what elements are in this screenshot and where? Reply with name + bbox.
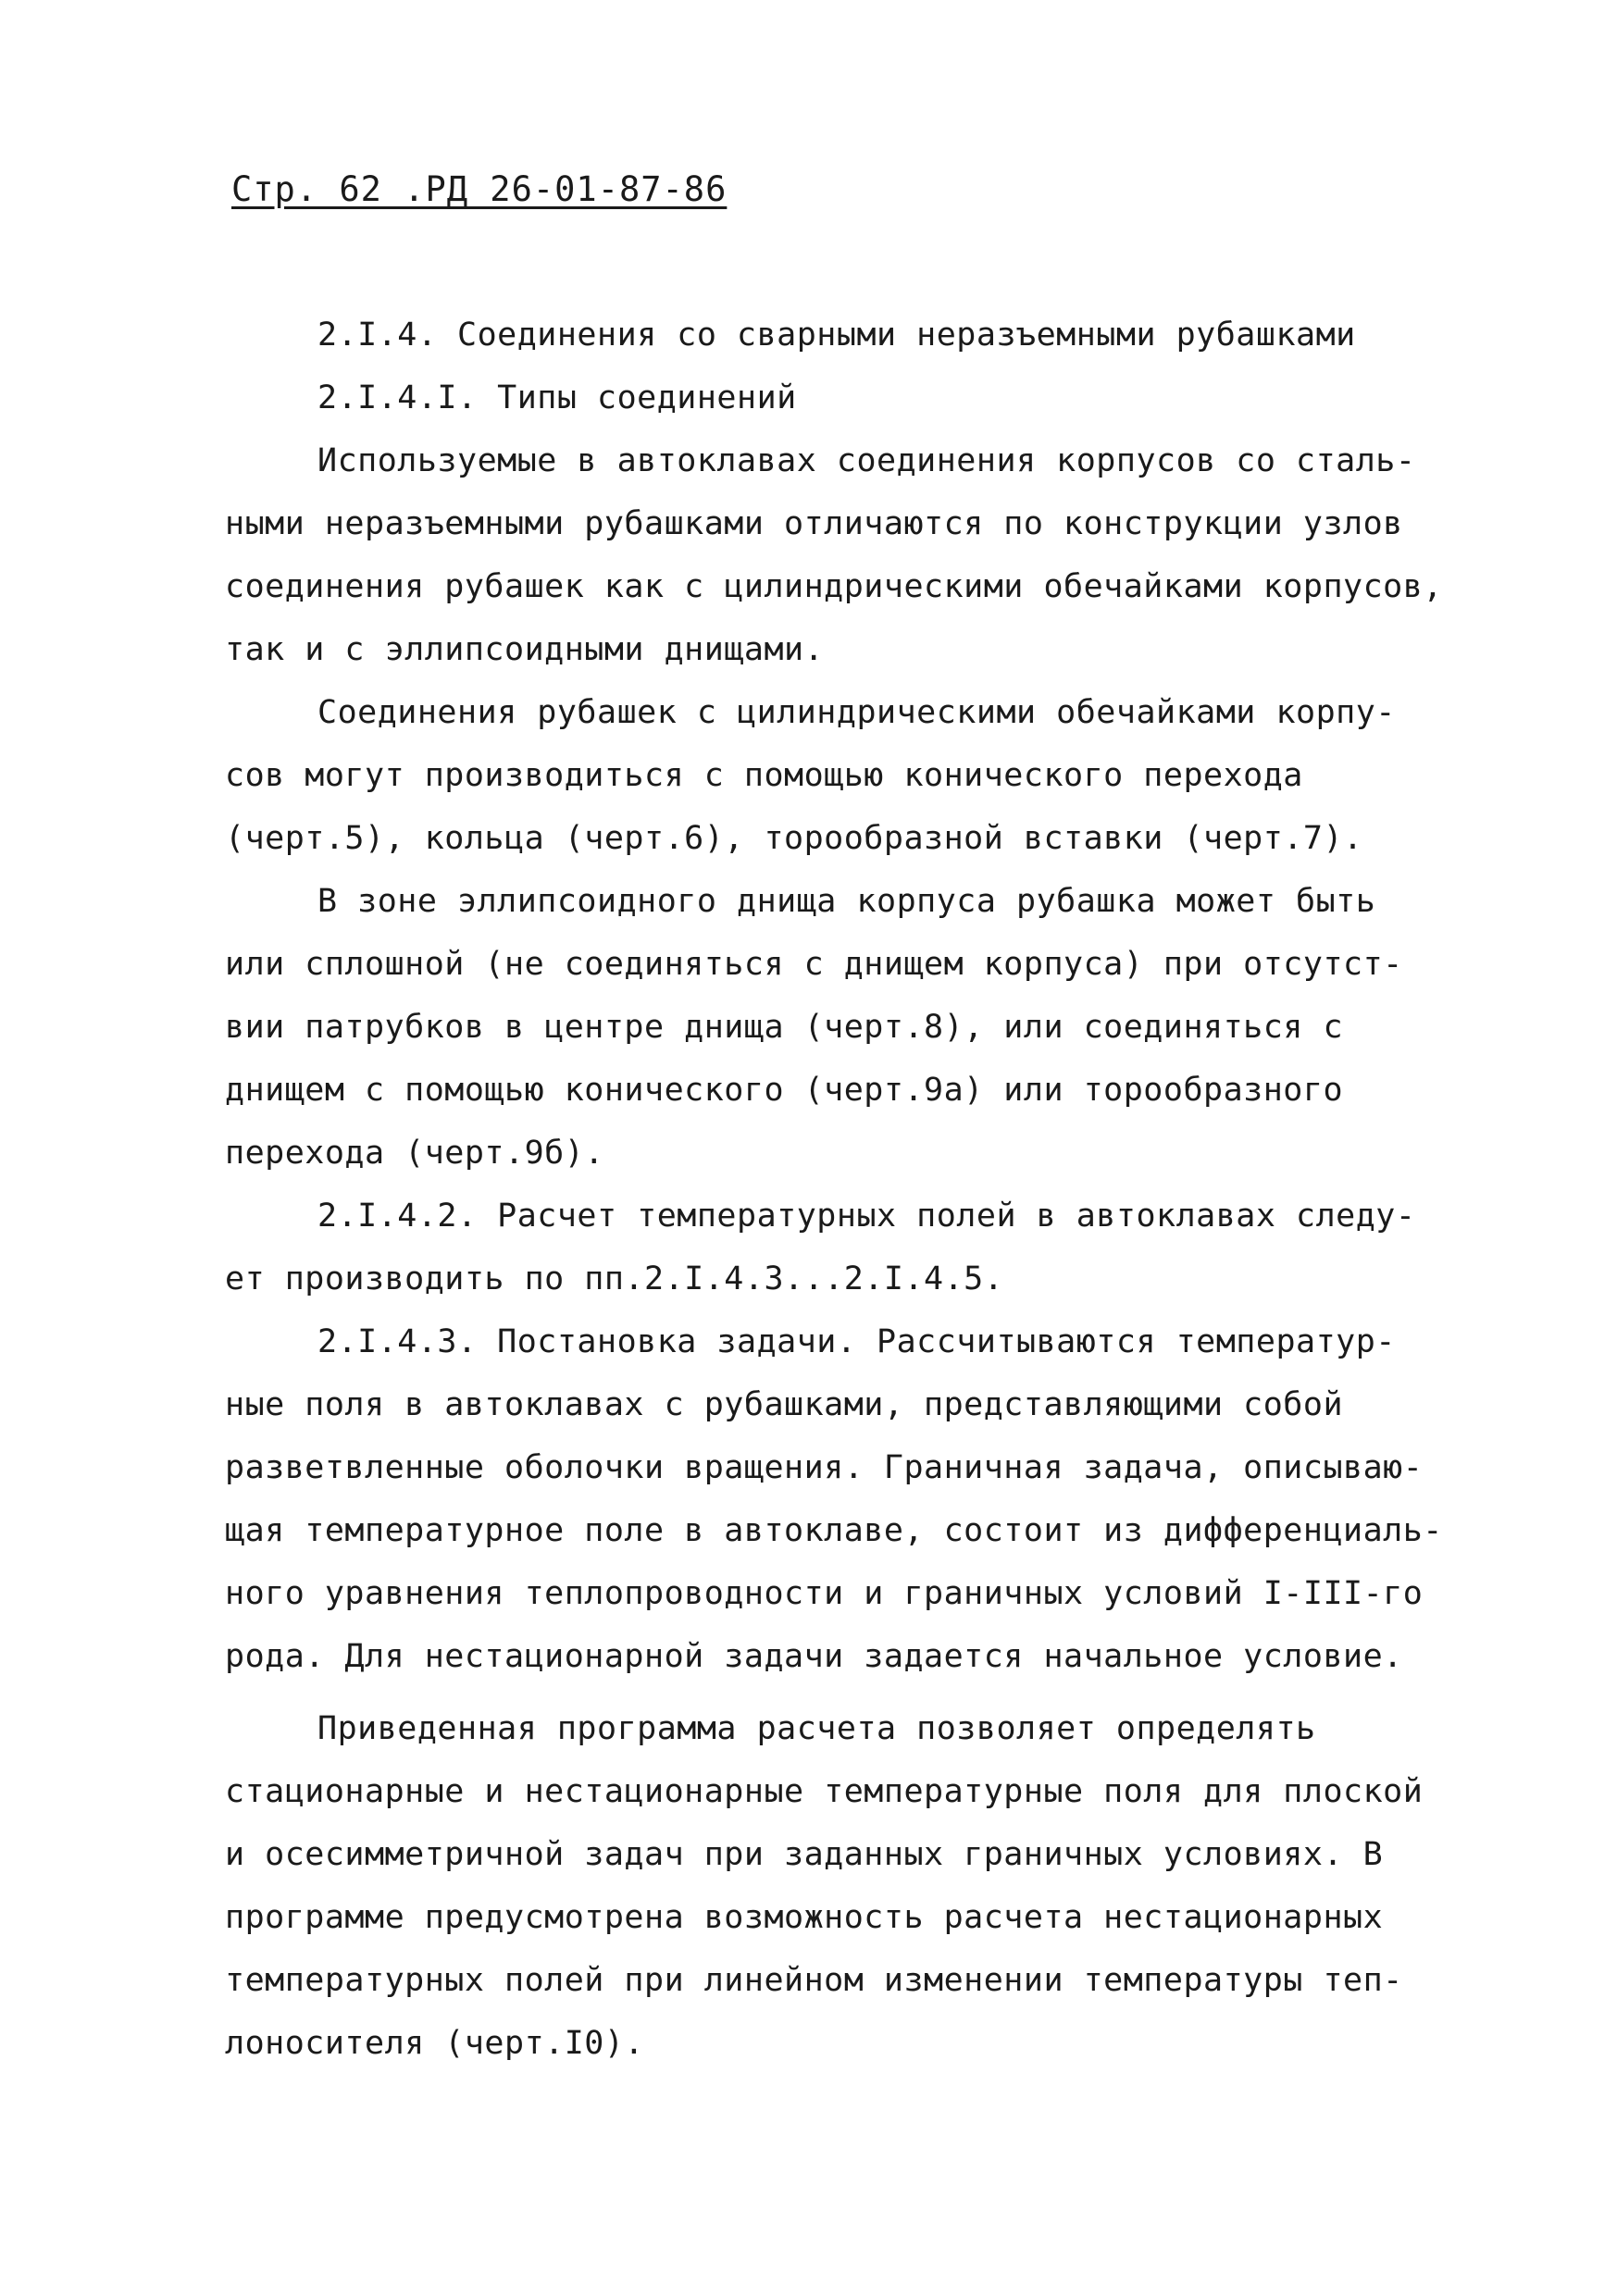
paragraph-line: Приведенная программа расчета позволяет определять [317, 1710, 1316, 1747]
paragraph-line: днищем с помощью конического (черт.9а) или торообразного [225, 1072, 1344, 1109]
subsection-heading: 2.I.4.I. Типы соединений [317, 379, 797, 416]
paragraph-line: рода. Для нестационарной задачи задается начальное условие. [225, 1638, 1403, 1675]
paragraph-line: и осесимметричной задач при заданных граничных условиях. В [225, 1836, 1384, 1873]
paragraph-line: вии патрубков в центре днища (черт.8), или соединяться с [225, 1009, 1344, 1046]
paragraph-line: программе предусмотрена возможность расчета нестационарных [225, 1899, 1384, 1936]
paragraph-line: ные поля в автоклавах с рубашками, представляющими собой [225, 1386, 1344, 1423]
paragraph-line: 2.I.4.3. Постановка задачи. Рассчитываются температур- [317, 1323, 1396, 1360]
paragraph-line: стационарные и нестационарные температурные поля для плоской [225, 1773, 1424, 1810]
paragraph-line: (черт.5), кольца (черт.6), торообразной вставки (черт.7). [225, 820, 1363, 857]
paragraph-line: разветвленные оболочки вращения. Граничная задача, описываю- [225, 1449, 1424, 1486]
section-heading: 2.I.4. Соединения со сварными неразъемными рубашками [317, 316, 1356, 354]
paragraph-line: сов могут производиться с помощью конического перехода [225, 757, 1303, 794]
paragraph-line: перехода (черт.9б). [225, 1135, 604, 1172]
paragraph-line: ного уравнения теплопроводности и граничных условий I-III-го [225, 1575, 1424, 1612]
paragraph-line: лоносителя (черт.I0). [225, 2025, 645, 2062]
paragraph-line: ет производить по пп.2.I.4.3...2.I.4.5. [225, 1260, 1004, 1297]
paragraph-line: или сплошной (не соединяться с днищем корпуса) при отсутст- [225, 946, 1403, 983]
page-header: Стр. 62 .РД 26-01-87-86 [231, 169, 728, 209]
paragraph-line: температурных полей при линейном изменении температуры теп- [225, 1962, 1403, 1999]
paragraph-line: так и с эллипсоидными днищами. [225, 631, 825, 668]
paragraph-line: соединения рубашек как с цилиндрическими обечайками корпусов, [225, 568, 1443, 605]
paragraph-line: Соединения рубашек с цилиндрическими обечайками корпу- [317, 694, 1396, 731]
paragraph-line: ными неразъемными рубашками отличаются по конструкции узлов [225, 505, 1403, 542]
paragraph-line: Используемые в автоклавах соединения корпусов со сталь- [317, 442, 1416, 479]
paragraph-line: 2.I.4.2. Расчет температурных полей в автоклавах следу- [317, 1198, 1416, 1235]
paragraph-line: щая температурное поле в автоклаве, состоит из дифференциаль- [225, 1512, 1443, 1549]
paragraph-line: В зоне эллипсоидного днища корпуса рубашка может быть [317, 883, 1376, 920]
